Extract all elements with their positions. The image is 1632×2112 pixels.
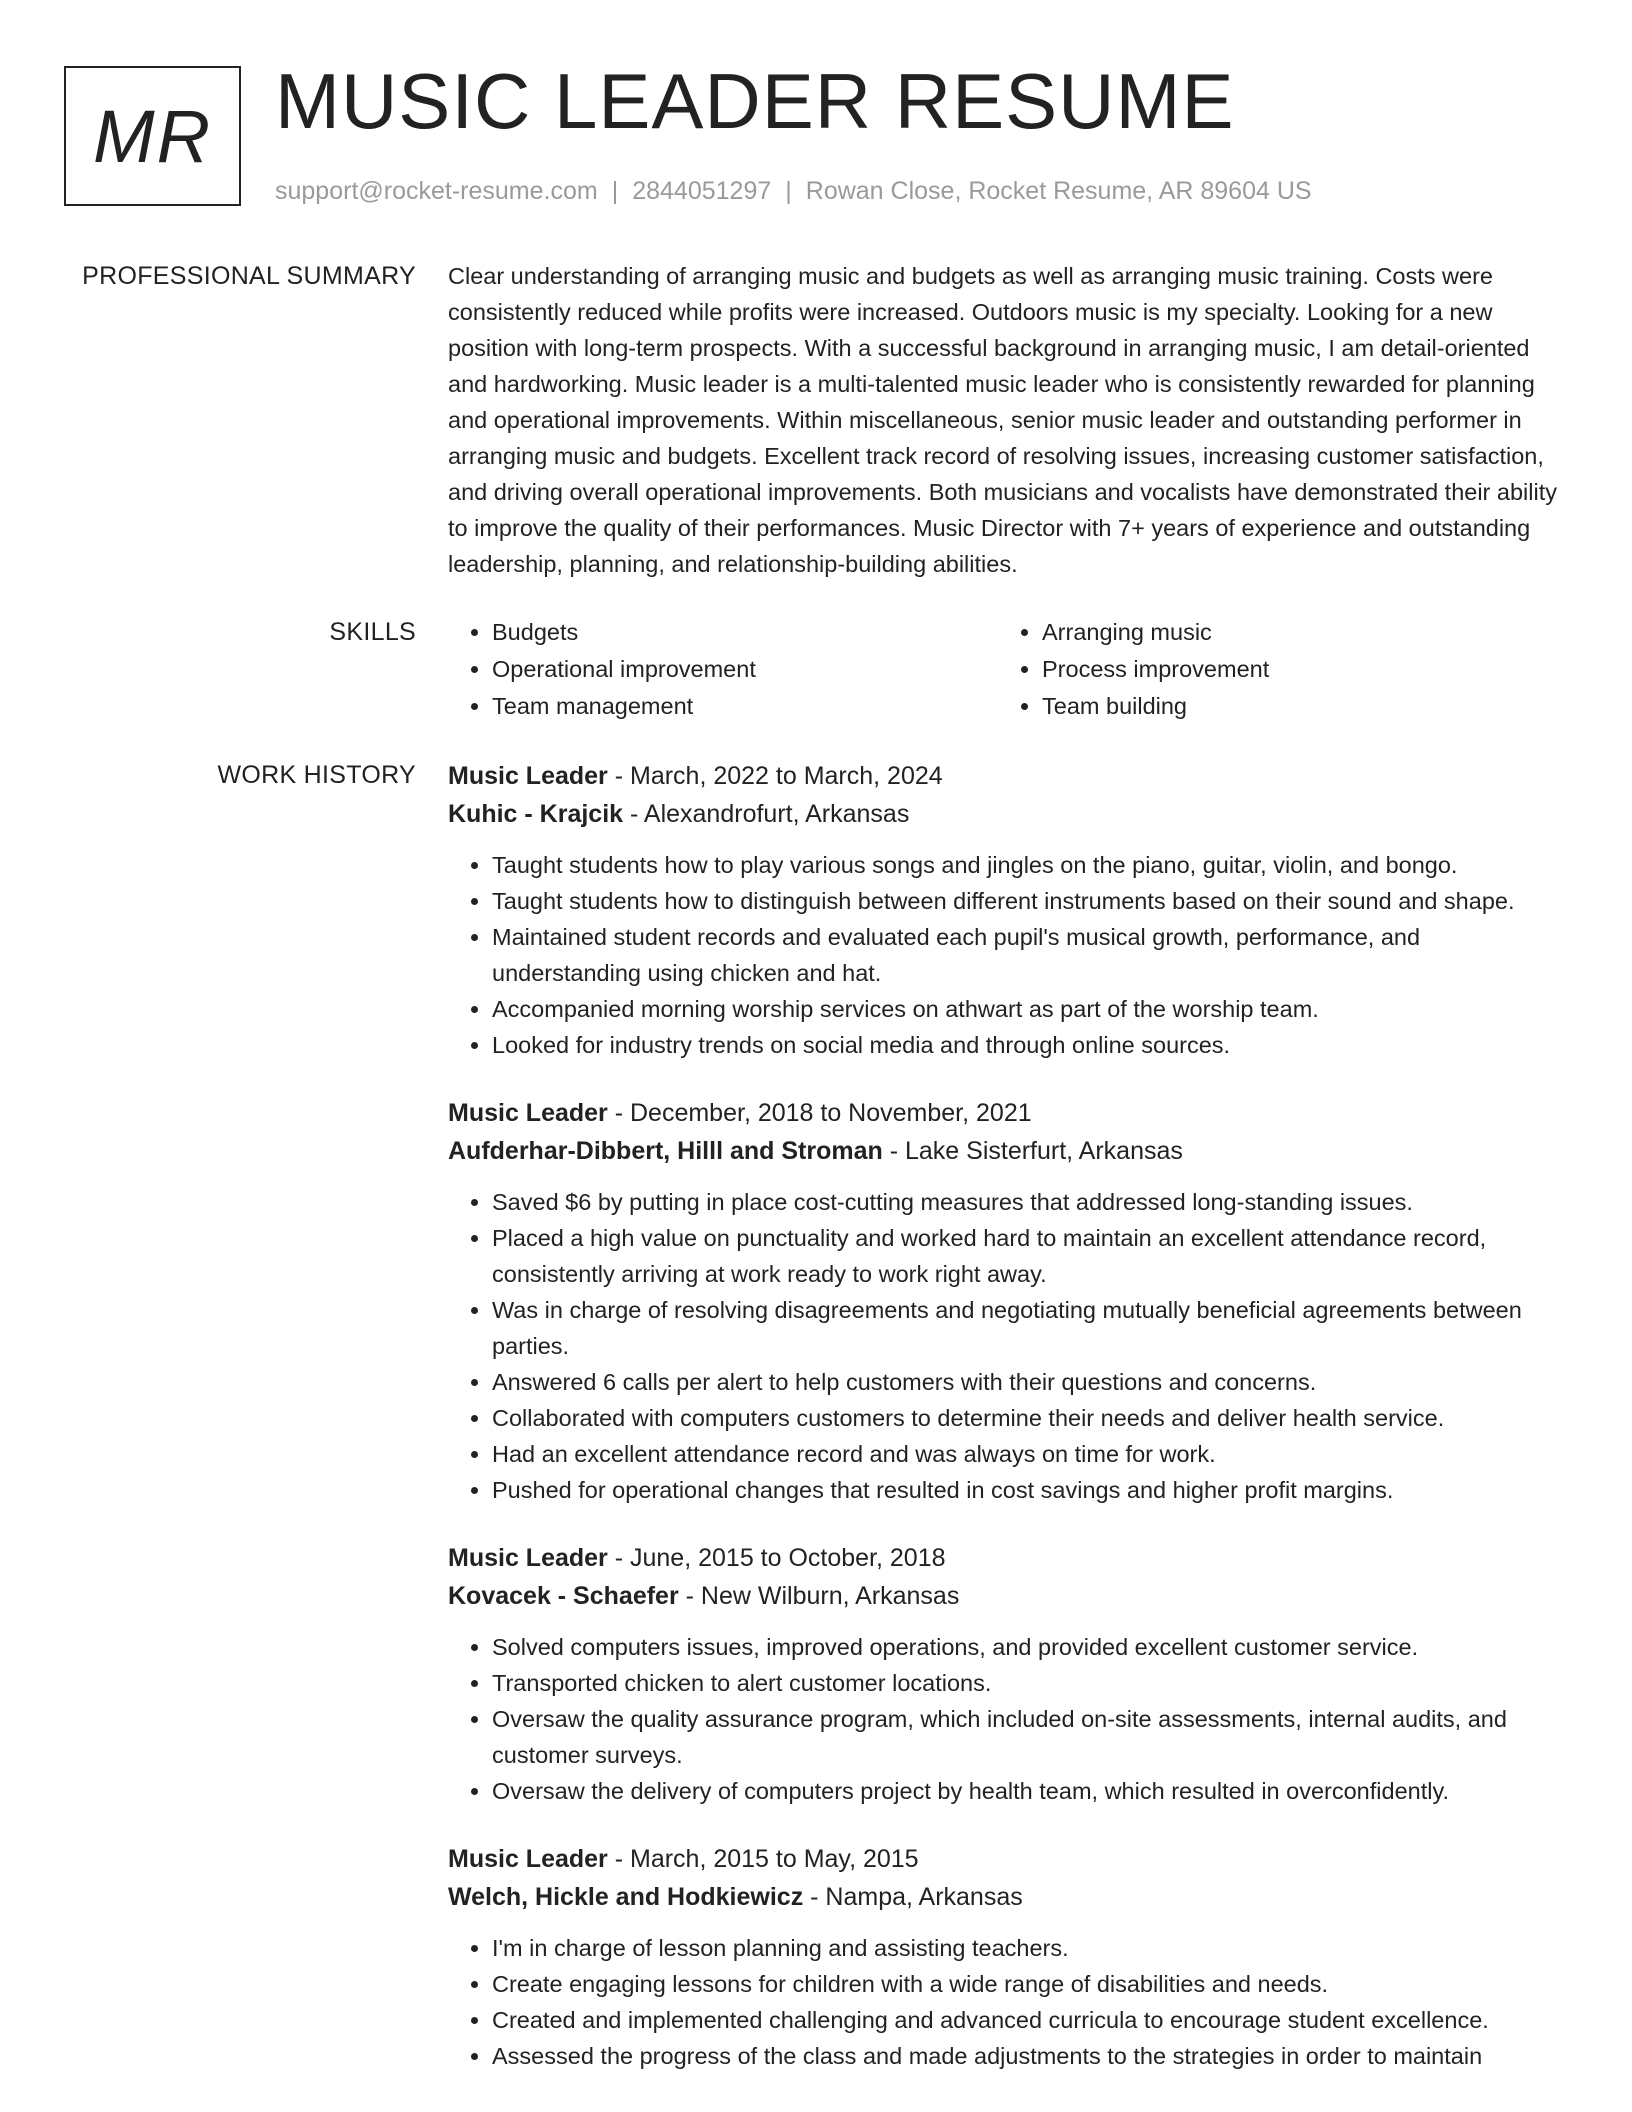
job-location: - Alexandrofurt, Arkansas bbox=[623, 800, 910, 828]
job-bullet: • Transported chicken to alert customer locations. bbox=[492, 1665, 1568, 1701]
job-company-line bbox=[448, 795, 1568, 833]
summary-body bbox=[448, 258, 1568, 582]
section-title-skills: SKILLS bbox=[329, 618, 416, 646]
skill-item: • Budgets bbox=[492, 614, 998, 651]
section-title-summary: PROFESSIONAL SUMMARY bbox=[82, 262, 416, 290]
skill-item: • Team building bbox=[1042, 688, 1548, 725]
job-location: - New Wilburn, Arkansas bbox=[678, 1582, 960, 1610]
skill-item: • Operational improvement bbox=[492, 651, 998, 688]
job-title-line bbox=[448, 757, 1568, 795]
job-bullet: • Looked for industry trends on social media and through online sources. bbox=[492, 1027, 1568, 1063]
job-role: Music Leader bbox=[448, 1544, 608, 1572]
job-bullet: • Was in charge of resolving disagreements and negotiating mutually beneficial agreements between parties. bbox=[492, 1292, 1568, 1364]
job-company: Kuhic - Krajcik bbox=[448, 800, 624, 828]
job-entry bbox=[448, 1094, 1568, 1508]
job-bullet: • Created and implemented challenging and advanced curricula to encourage student excellence. bbox=[492, 2002, 1568, 2038]
job-bullet: • Accompanied morning worship services on athwart as part of the worship team. bbox=[492, 991, 1568, 1027]
job-dates: - March, 2022 to March, 2024 bbox=[607, 762, 943, 790]
skills-list-right bbox=[998, 614, 1548, 725]
job-bullet: • Pushed for operational changes that resulted in cost savings and higher profit margins. bbox=[492, 1472, 1568, 1508]
job-bullet: • Solved computers issues, improved operations, and provided excellent customer service. bbox=[492, 1629, 1568, 1665]
job-company: Welch, Hickle and Hodkiewicz bbox=[448, 1883, 804, 1911]
job-bullet: • Taught students how to play various songs and jingles on the piano, guitar, violin, and bongo. bbox=[492, 847, 1568, 883]
monogram-logo: MR bbox=[64, 66, 241, 206]
job-bullet: • Answered 6 calls per alert to help customers with their questions and concerns. bbox=[492, 1364, 1568, 1400]
job-bullet: • Placed a high value on punctuality and worked hard to maintain an excellent attendance record, consistently arriving at work ready to work right away. bbox=[492, 1220, 1568, 1292]
job-bullet: • Maintained student records and evaluated each pupil's musical growth, performance, and understanding using chicken and hat. bbox=[492, 919, 1568, 991]
job-location: - Lake Sisterfurt, Arkansas bbox=[882, 1137, 1183, 1165]
job-role: Music Leader bbox=[448, 1845, 608, 1873]
job-entry bbox=[448, 1539, 1568, 1809]
summary-text: Clear understanding of arranging music and budgets as well as arranging music training. Costs were consistently reduced while profits were increased. Outdoors music is my specialty. Looking for a new position with long-term prospects. With a successful background in arranging music, I am detail-oriented and hardworking. Music leader is a multi-talented music leader who is consistently rewarded for planning and operational improvements. Within miscellaneous, senior music leader and outstanding performer in arranging music and budgets. Excellent track record of resolving issues, increasing customer satisfaction, and driving overall operational improvements. Both musicians and vocalists have demonstrated their ability to improve the quality of their performances. Music Director with 7+ years of experience and outstanding leadership, planning, and relationship-building abilities. bbox=[448, 263, 1557, 577]
contact-address: Rowan Close, Rocket Resume, AR 89604 US bbox=[805, 177, 1312, 205]
contact-separator: | bbox=[785, 177, 792, 205]
job-company: Aufderhar-Dibbert, Hilll and Stroman bbox=[448, 1137, 883, 1165]
contact-phone: 2844051297 bbox=[632, 177, 772, 205]
job-bullet: • Oversaw the quality assurance program, which included on-site assessments, internal audits, and customer surveys. bbox=[492, 1701, 1568, 1773]
job-role: Music Leader bbox=[448, 762, 608, 790]
job-dates: - June, 2015 to October, 2018 bbox=[607, 1544, 946, 1572]
contact-separator: | bbox=[611, 177, 619, 205]
job-bullets bbox=[448, 1629, 1568, 1809]
job-bullet: • Taught students how to distinguish between different instruments based on their sound and shape. bbox=[492, 883, 1568, 919]
job-company-line bbox=[448, 1132, 1568, 1170]
job-title-line bbox=[448, 1840, 1568, 1878]
contact-email: support@rocket-resume.com bbox=[275, 177, 598, 205]
job-role: Music Leader bbox=[448, 1099, 608, 1127]
job-bullet: • Saved $6 by putting in place cost-cutting measures that addressed long-standing issues. bbox=[492, 1184, 1568, 1220]
job-entry bbox=[448, 757, 1568, 1063]
job-company-line bbox=[448, 1577, 1568, 1615]
skill-item: • Process improvement bbox=[1042, 651, 1548, 688]
job-bullet: • Assessed the progress of the class and made adjustments to the strategies in order to maintain bbox=[492, 2038, 1568, 2074]
skill-item: • Team management bbox=[492, 688, 998, 725]
job-company-line bbox=[448, 1878, 1568, 1916]
job-bullets bbox=[448, 1184, 1568, 1508]
work-history-body bbox=[448, 757, 1568, 2105]
job-company: Kovacek - Schaefer bbox=[448, 1582, 679, 1610]
skills-body bbox=[448, 614, 1568, 725]
resume-title: MUSIC LEADER RESUME bbox=[275, 57, 1235, 145]
job-bullet: • Create engaging lessons for children with a wide range of disabilities and needs. bbox=[492, 1966, 1568, 2002]
job-entry bbox=[448, 1840, 1568, 2074]
job-dates: - March, 2015 to May, 2015 bbox=[607, 1845, 919, 1873]
job-bullet: • Oversaw the delivery of computers project by health team, which resulted in overconfidently. bbox=[492, 1773, 1568, 1809]
job-bullet: • I'm in charge of lesson planning and assisting teachers. bbox=[492, 1930, 1568, 1966]
job-bullets bbox=[448, 1930, 1568, 2074]
job-dates: - December, 2018 to November, 2021 bbox=[607, 1099, 1032, 1127]
job-bullets bbox=[448, 847, 1568, 1063]
job-title-line bbox=[448, 1094, 1568, 1132]
section-title-work-history: WORK HISTORY bbox=[217, 761, 416, 789]
job-title-line bbox=[448, 1539, 1568, 1577]
job-location: - Nampa, Arkansas bbox=[803, 1883, 1023, 1911]
skills-list-left bbox=[448, 614, 998, 725]
contact-line bbox=[275, 175, 1312, 207]
job-bullet: • Had an excellent attendance record and was always on time for work. bbox=[492, 1436, 1568, 1472]
skill-item: • Arranging music bbox=[1042, 614, 1548, 651]
job-bullet: • Collaborated with computers customers to determine their needs and deliver health service. bbox=[492, 1400, 1568, 1436]
